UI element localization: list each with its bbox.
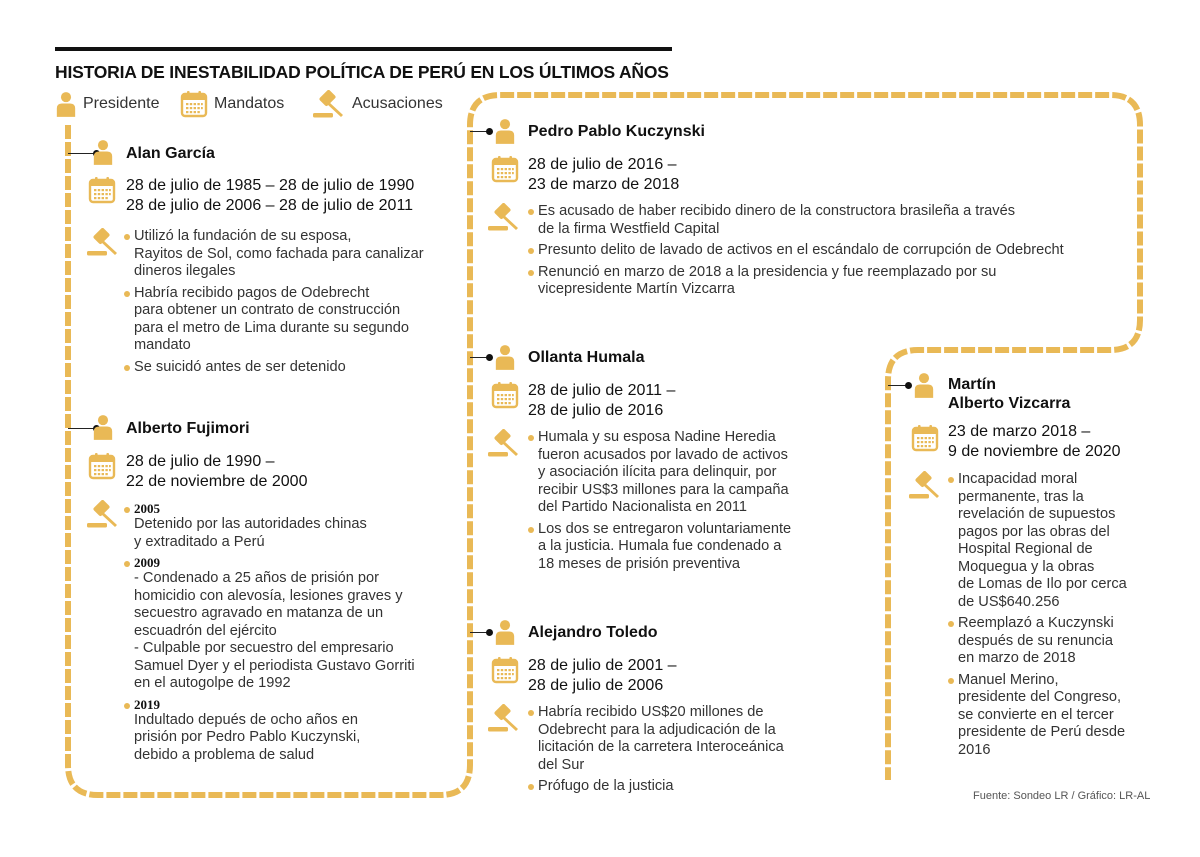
- events-list: [124, 501, 454, 768]
- accusations-list: [528, 429, 868, 577]
- president-name: Pedro Pablo Kuczynski: [528, 123, 705, 140]
- accusation-item: Habría recibido pagos de Odebrecht para obtener un contrato de construcción para el metro de Lima durante su segundo mandato: [124, 285, 454, 355]
- accusation-item: Manuel Merino, presidente del Congreso, se convierte en el tercer presidente de Perú desde 2016: [948, 672, 1158, 760]
- president-name: Martín Alberto Vizcarra: [948, 376, 1071, 412]
- accusation-item: Prófugo de la justicia: [528, 778, 868, 796]
- person-icon: [92, 138, 114, 166]
- person-icon: [494, 117, 516, 145]
- person-icon: [494, 343, 516, 371]
- accusation-item: Habría recibido US$20 millones de Odebrecht para la adjudicación de la licitación de la carretera Interoceánica del Sur: [528, 704, 868, 774]
- calendar-icon: [88, 452, 116, 480]
- person-icon: [913, 371, 935, 399]
- connector-dot: [486, 354, 493, 361]
- event-item: 2005 Detenido por las autoridades chinas y extraditado a Perú: [124, 501, 454, 551]
- accusation-item: Presunto delito de lavado de activos en el escándalo de corrupción de Odebrecht: [528, 242, 1128, 260]
- accusations-list: [528, 203, 1128, 303]
- accusation-item: Se suicidó antes de ser detenido: [124, 359, 454, 377]
- connector-dot: [905, 382, 912, 389]
- calendar-icon: [88, 176, 116, 204]
- gavel-icon: [487, 429, 521, 457]
- term-dates: 28 de julio de 2001 – 28 de julio de 2006: [528, 657, 677, 694]
- accusation-item: Humala y su esposa Nadine Heredia fueron acusados por lavado de activos y asociación ilícita para delinquir, por recibir US$3 millones para la campaña del Partido Nacionalista en 2011: [528, 429, 868, 517]
- president-name: Alan García: [126, 145, 215, 162]
- term-dates: 28 de julio de 2011 – 28 de julio de 2016: [528, 382, 676, 419]
- accusation-item: Los dos se entregaron voluntariamente a la justicia. Humala fue condenado a 18 meses de prisión preventiva: [528, 521, 868, 574]
- president-name: Alberto Fujimori: [126, 420, 250, 437]
- person-icon: [92, 413, 114, 441]
- page-title: HISTORIA DE INESTABILIDAD POLÍTICA DE PERÚ EN LOS ÚLTIMOS AÑOS: [55, 62, 669, 82]
- term-dates: 28 de julio de 2016 – 23 de marzo de 2018: [528, 156, 680, 193]
- accusations-list: [948, 471, 1158, 763]
- gavel-icon: [86, 228, 120, 256]
- accusations-list: [528, 704, 868, 800]
- gavel-icon: [86, 500, 120, 528]
- calendar-icon: [491, 155, 519, 183]
- event-item: 2019 Indultado depués de ocho años en prisión por Pedro Pablo Kuczynski, debido a problema de salud: [124, 697, 454, 765]
- term-dates: 28 de julio de 1990 – 22 de noviembre de 2000: [126, 453, 308, 490]
- accusations-list: [124, 228, 454, 380]
- term-dates: 28 de julio de 1985 – 28 de julio de 1990 28 de julio de 2006 – 28 de julio de 2011: [126, 177, 415, 214]
- gavel-icon: [908, 471, 942, 499]
- accusation-item: Renunció en marzo de 2018 a la presidencia y fue reemplazado por su vicepresidente Martín Vizcarra: [528, 264, 1128, 299]
- person-icon: [494, 618, 516, 646]
- accusation-item: Utilizó la fundación de su esposa, Rayitos de Sol, como fachada para canalizar dineros ilegales: [124, 228, 454, 281]
- event-item: 2009 - Condenado a 25 años de prisión por homicidio con alevosía, lesiones graves y secuestro agravado en matanza de un escuadrón del ejército - Culpable por secuestro del empresario Samuel Dyer y el periodista Gustavo Gorriti en el autogolpe de 1992: [124, 555, 454, 693]
- connector-dot: [486, 128, 493, 135]
- president-name: Alejandro Toledo: [528, 624, 658, 641]
- term-dates: 23 de marzo 2018 – 9 de noviembre de 2020: [948, 423, 1121, 460]
- gavel-icon: [487, 704, 521, 732]
- source-credit: Fuente: Sondeo LR / Gráfico: LR-AL: [973, 790, 1151, 802]
- accusation-item: Es acusado de haber recibido dinero de la constructora brasileña a través de la firma Westfield Capital: [528, 203, 1128, 238]
- legend-label: Mandatos: [214, 95, 285, 112]
- legend-label: Acusaciones: [352, 95, 443, 112]
- calendar-icon: [911, 424, 939, 452]
- legend-label: Presidente: [83, 95, 160, 112]
- accusation-item: Incapacidad moral permanente, tras la revelación de supuestos pagos por las obras del Hospital Regional de Moquegua y la obras de Lomas de Ilo por cerca de US$640.256: [948, 471, 1158, 611]
- accusation-item: Reemplazó a Kuczynski después de su renuncia en marzo de 2018: [948, 615, 1158, 668]
- president-name: Ollanta Humala: [528, 349, 645, 366]
- calendar-icon: [491, 381, 519, 409]
- gavel-icon: [487, 203, 521, 231]
- calendar-icon: [491, 656, 519, 684]
- connector-dot: [486, 629, 493, 636]
